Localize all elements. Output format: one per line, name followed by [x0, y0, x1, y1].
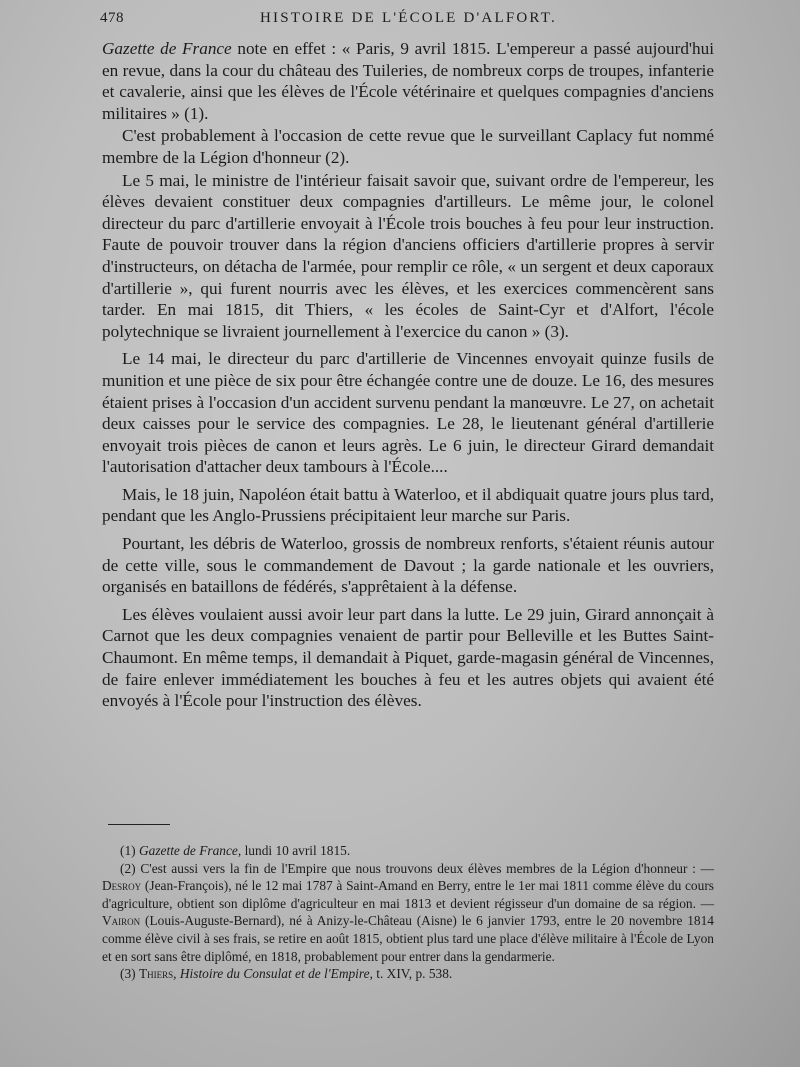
paragraph-7: Les élèves voulaient aussi avoir leur part dans la lutte. Le 29 juin, Girard annonçait à Carnot que les deux compagnies venaient de partir pour Belleville et les Buttes Saint-Chaumont. En même temps, il demandait à Piquet, garde-magasin général de Vincennes, de faire enlever immédiatement les bouches à feu et les autres objets qui avaient été envoyés à l'École pour l'instruction des élèves. — [102, 604, 714, 711]
footnote-1 — [102, 842, 714, 860]
footnote-3-number: (3) — [120, 966, 139, 982]
paragraph-4: Le 14 mai, le directeur du parc d'artillerie de Vincennes envoyait quinze fusils de munition et une pièce de six pour être échangée contre une de douze. Le 16, des mesures étaient prises à l'occasion d'un accident survenu pendant la manœuvre. Le 27, on achetait deux caisses pour le service des compagnies. Le 28, le lieutenant général d'artillerie envoyait trois pièces de canon et leurs agrès. Le 6 juin, le directeur Girard demandait l'autorisation d'attacher deux tambours à l'École.... — [102, 349, 714, 477]
page-number: 478 — [100, 10, 124, 26]
footnote-1-text: , lundi 10 avril 1815. — [237, 843, 351, 858]
gazette-title: Gazette de France — [102, 39, 232, 58]
footnote-1-number: (1) — [120, 843, 139, 858]
paragraph-2: C'est probablement à l'occasion de cette revue que le surveillant Caplacy fut nommé membre de la Légion d'honneur (2). — [102, 126, 714, 167]
paragraph-1 — [102, 38, 714, 124]
footnote-3-author: Thiers — [138, 966, 174, 982]
footnote-divider — [108, 824, 170, 825]
paragraph-6: Pourtant, les débris de Waterloo, grossis de nombreux renforts, s'étaient réunis autour de cette ville, sous le commandement de Davout ; la garde nationale et les ouvriers, organisés en bataillons de fédérés, s'apprêtaient à la défense. — [102, 534, 714, 597]
footnote-2-name-vairon: Vairon — [102, 913, 141, 929]
footnote-2-text-c: (Louis-Auguste-Bernard), né à Anizy-le-Château (Aisne) le 6 janvier 1793, entre le 20 novembre 1814 comme élève civil à ses frais, se retire en août 1815, obtient plus tard une place d'élève militaire à l'École de Lyon et en sort sans être diplômé, en 1818, probablement pour entrer dans la gendarmerie. — [102, 913, 714, 964]
footnote-3-text: , t. XIV, p. 538. — [369, 966, 453, 982]
footnote-1-title: Gazette de France — [138, 843, 238, 858]
paragraph-5: Mais, le 18 juin, Napoléon était battu à Waterloo, et il abdiquait quatre jours plus tard, pendant que les Anglo-Prussiens précipitaient leur marche sur Paris. — [102, 484, 714, 526]
footnote-2-name-desroy: Desroy — [102, 878, 142, 894]
footnote-2-text-a: (2) C'est aussi vers la fin de l'Empire que nous trouvons deux élèves membres de la Légion d'honneur : — — [120, 860, 714, 876]
footnote-3-sep: , — [173, 966, 180, 982]
footnotes — [102, 842, 714, 983]
running-head: HISTOIRE DE L'ÉCOLE D'ALFORT. — [260, 10, 557, 26]
footnote-2 — [102, 860, 714, 966]
footnote-3 — [102, 965, 714, 983]
page-header — [100, 8, 772, 30]
paragraph-3: Le 5 mai, le ministre de l'intérieur faisait savoir que, suivant ordre de l'empereur, les élèves devaient constituer deux compagnies d'artilleurs. Le même jour, le colonel directeur du parc d'artillerie envoyait à l'École trois bouches à feu pour leur instruction. Faute de pouvoir trouver dans la région d'anciens officiers d'artillerie propres à servir d'instructeurs, on détacha de l'armée, pour remplir ce rôle, « un sergent et deux caporaux d'artillerie », qui furent nourris avec les élèves, et les exercices commencèrent sans tarder. En mai 1815, dit Thiers, « les écoles de Saint-Cyr et d'Alfort, l'école polytechnique se livraient journellement à l'exercice du canon » (3). — [102, 170, 714, 341]
body-text — [102, 38, 714, 713]
footnote-2-text-b: (Jean-François), né le 12 mai 1787 à Saint-Amand en Berry, entre le 1er mai 1811 comme élève du cours d'agriculture, obtient son diplôme d'agriculteur en mai 1813 et devient régisseur d'un domaine de sa région. — — [102, 878, 714, 911]
footnote-3-title: Histoire du Consulat et de l'Empire — [179, 966, 370, 982]
paragraph-1-text: note en effet : « Paris, 9 avril 1815. L'empereur a passé aujourd'hui en revue, dans la cour du château des Tuileries, de nombreux corps de troupes, infanterie et cavalerie, ainsi que les élèves de l'École vétérinaire et quelques compagnies d'anciens militaires » (1). — [102, 39, 714, 123]
